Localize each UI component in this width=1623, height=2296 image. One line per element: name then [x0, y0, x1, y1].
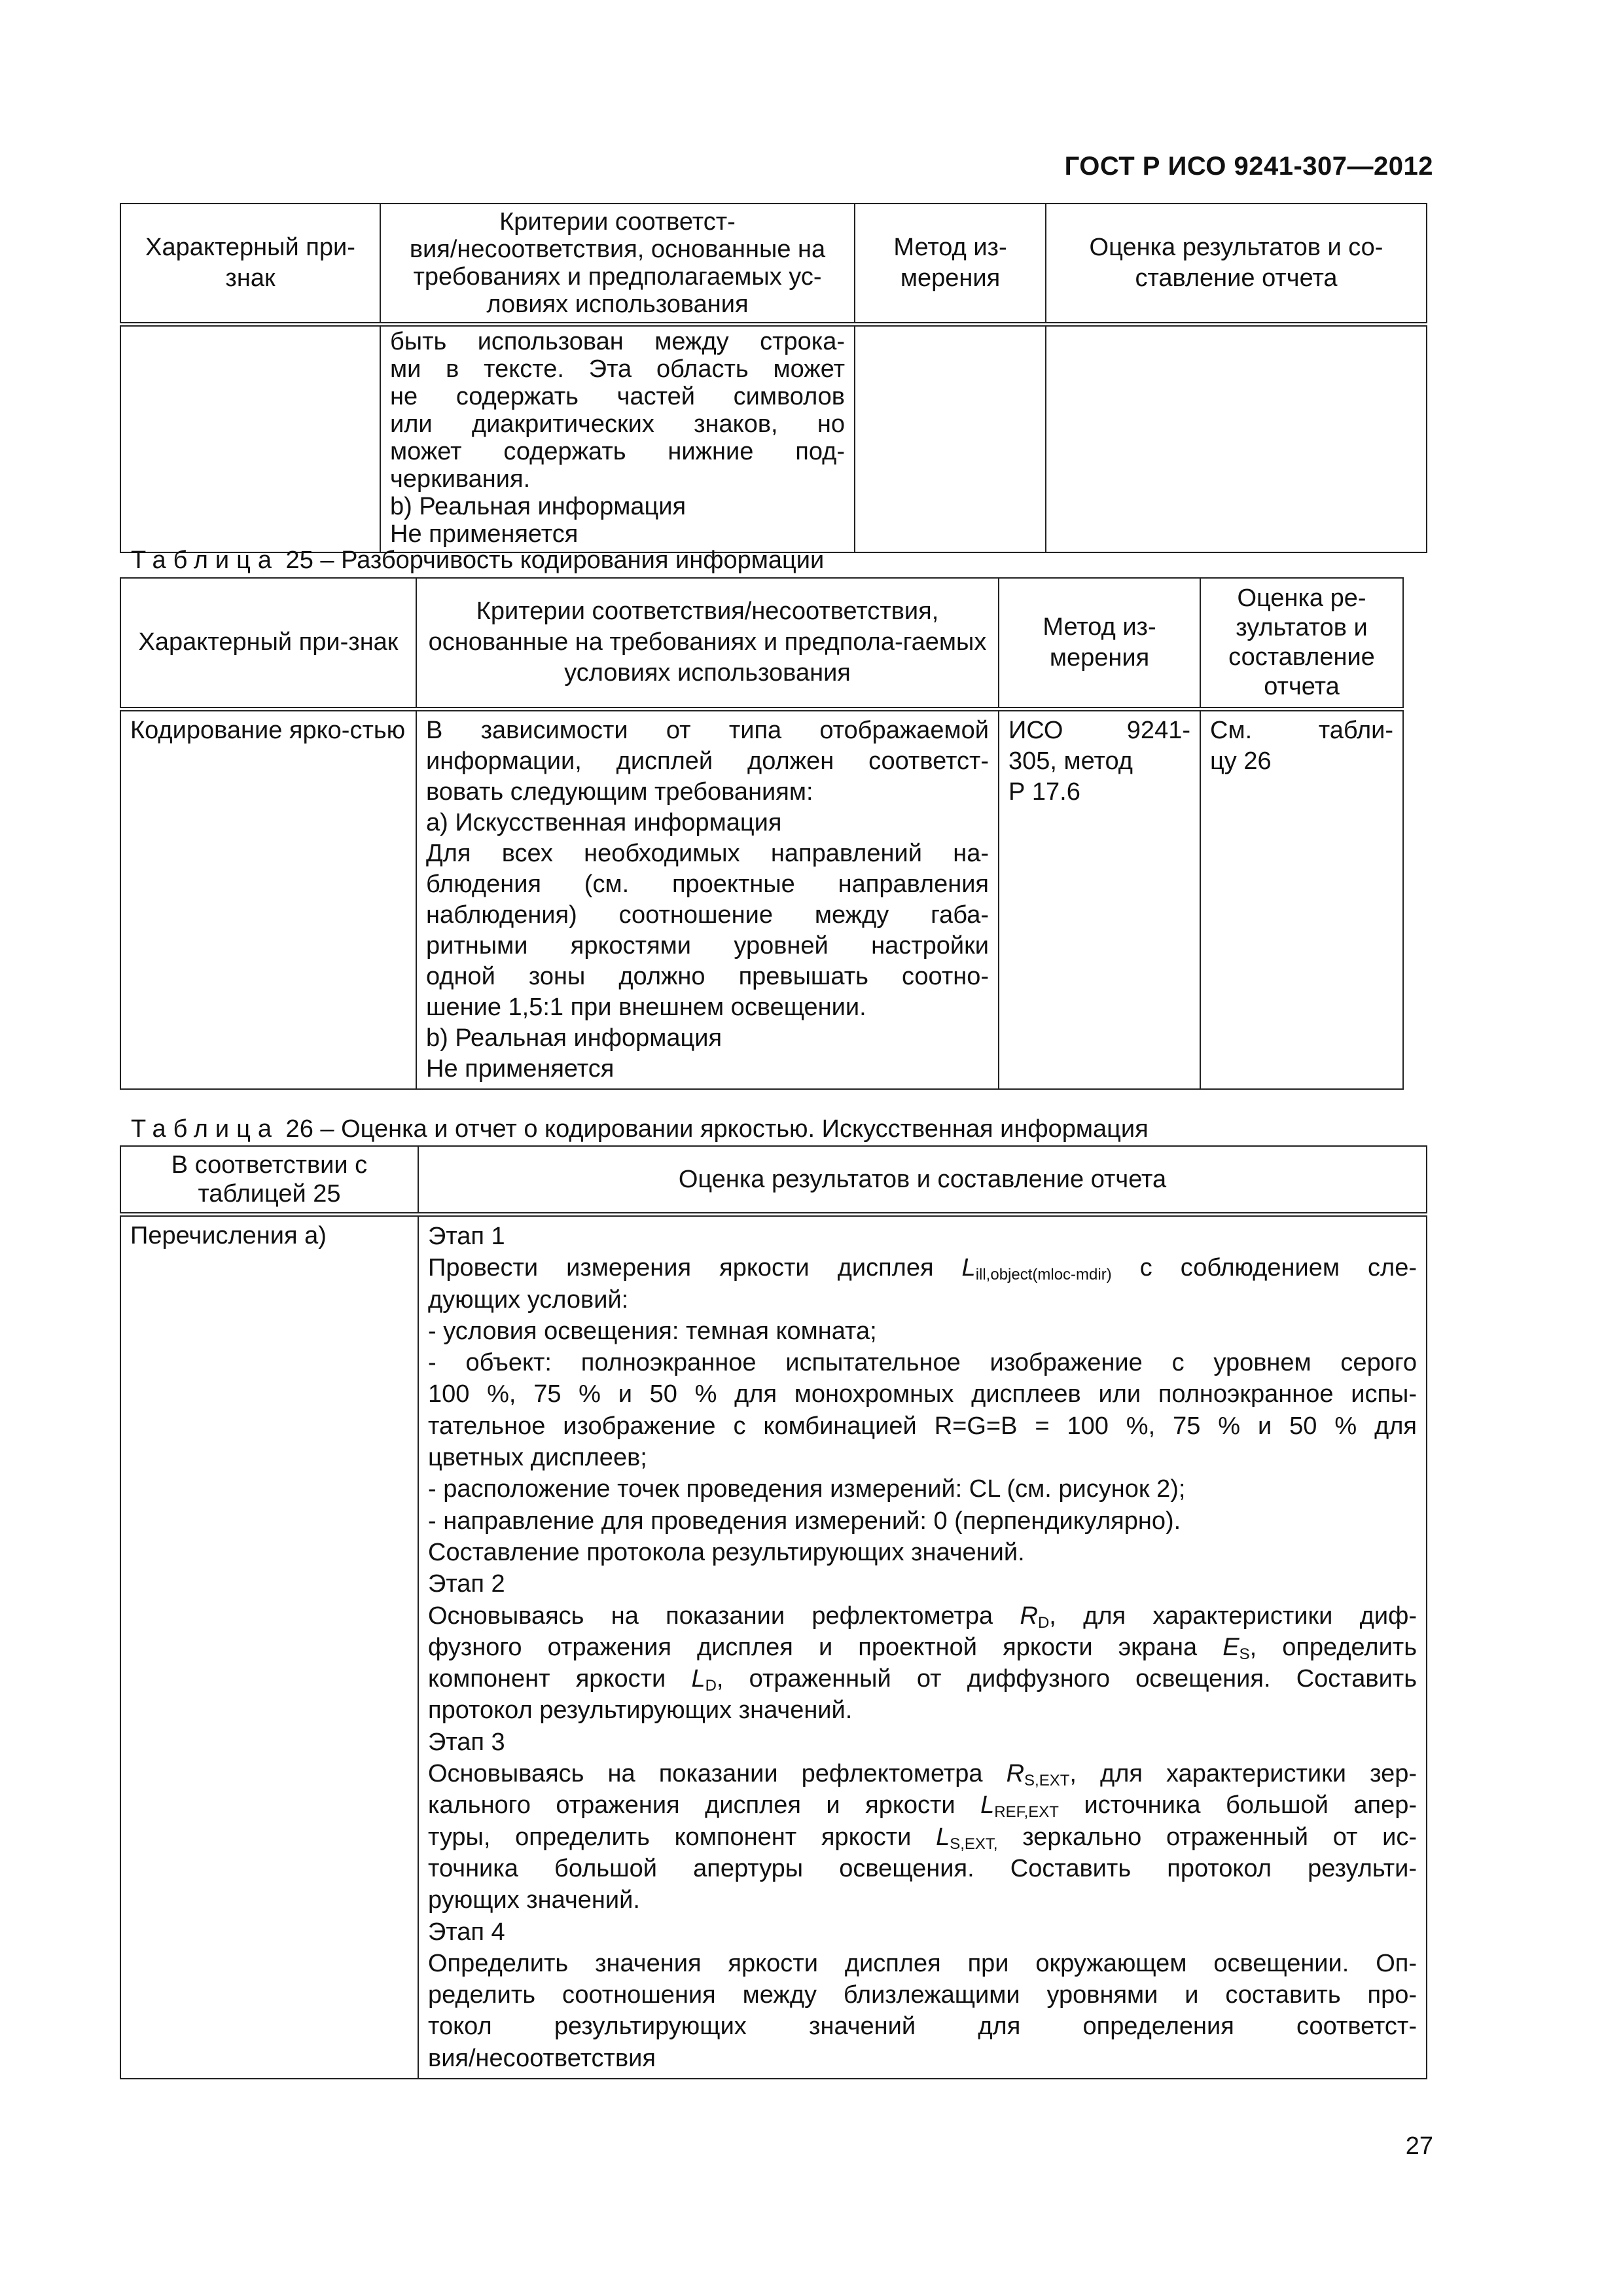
t25-header-criteria: Критерии соответствия/несоответствия, основанные на требованиях и предпола-гаемых условиях использования	[416, 578, 999, 709]
table-26	[120, 1145, 1427, 2079]
stage-2-title: Этап 2	[428, 1570, 505, 1598]
t26-row-label: Перечисления а)	[120, 1215, 418, 2079]
cell-feature	[120, 325, 380, 553]
t26-header-reference: В соответствии с таблицей 25	[120, 1146, 418, 1215]
t25-header-feature: Характерный при-знак	[120, 578, 416, 709]
stage-1-title: Этап 1	[428, 1223, 505, 1250]
t25-evaluation: См. табли- цу 26	[1200, 709, 1403, 1089]
header-evaluation: Оценка результатов и со-ставление отчета	[1046, 204, 1427, 325]
t25-header-method: Метод из-мерения	[999, 578, 1200, 709]
header-feature: Характерный при-знак	[120, 204, 380, 325]
t25-feature: Кодирование ярко-стью	[120, 709, 416, 1089]
table-25	[120, 577, 1404, 1090]
stage-4-title: Этап 4	[428, 1918, 505, 1946]
header-method: Метод из-мерения	[855, 204, 1046, 325]
t25-header-evaluation: Оценка ре-зультатов и составление отчета	[1200, 578, 1403, 709]
t25-method: ИСО 9241- 305, метод Р 17.6	[999, 709, 1200, 1089]
document-header: ГОСТ Р ИСО 9241-307—2012	[1064, 152, 1433, 181]
table26-caption: Таблица 26 – Оценка и отчет о кодировании яркостью. Искусственная информация	[131, 1115, 1149, 1143]
header-criteria: Критерии соответст- вия/несоответствия, основанные на требованиях и предполагаемых ус- ловиях использования	[380, 204, 855, 325]
t26-header-evaluation: Оценка результатов и составление отчета	[418, 1146, 1427, 1215]
cell-evaluation	[1046, 325, 1427, 553]
t25-criteria: В зависимости от типа отображаемой информации, дисплей должен соответст- вовать следующим требованиям: а) Искусственная информация Для всех необходимых направлений на- блюдения (см. проектные направления наблюдения) соотношение между габа- ритными яркостями уровней настройки одной зоны должно превышать соотно- шение 1,5:1 при внешнем освещении. b) Реальная информация Не применяется	[416, 709, 999, 1089]
page-number: 27	[1405, 2132, 1433, 2160]
table25-caption: Таблица 25 – Разборчивость кодирования информации	[131, 547, 825, 574]
continued-table	[120, 203, 1427, 553]
t26-procedure: Этап 1 Провести измерения яркости дисплея $L_{ill,object(mloc-mdir)}$ с соблюдением сле- дующих условий: - условия освещения: темная комната; - объект: полноэкранное испытательное изображение с уровнем серого 100 %, 75 % и 50 % для монохромных дисплеев или полноэкранное испы- тательное изображение с комбинацией R=G=B = 100 %, 75 % и 50 % для цветных дисплеев; - расположение точек проведения измерений: CL (см. рисунок 2); - направление для проведения измерений: 0 (перпендикулярно). Составление протокола результирующих значений. Этап 2 Основываясь на показании рефлектометра $R_D$, для характеристики диф- фузного отражения дисплея и проектной яркости экрана $E_S$, определить компонент яркости $L_D$, отраженный от диффузного освещения. Составить протокол результирующих значений. Этап 3 Основываясь на показании рефлектометра $R_{S,EXT}$, для характеристики зер- кального отражения дисплея и яркости $L_{REF,EXT}$ источника большой апер- туры, определить компонент яркости $L_{S,EXT,}$ зеркально отраженный от ис- точника большой апертуры освещения. Составить протокол результи- рующих значений. Этап 4 Определить значения яркости дисплея при окружающем освещении. Оп- ределить соотношения между близлежащими уровнями и составить про- токол результирующих значений для определения соответст- вия/несоответствия	[418, 1215, 1427, 2079]
cell-criteria: быть использован между строка- ми в тексте. Эта область может не содержать частей символов или диакритических знаков, но может содержать нижние под- черкивания. b) Реальная информация Не применяется	[380, 325, 855, 553]
cell-method	[855, 325, 1046, 553]
stage-3-title: Этап 3	[428, 1728, 505, 1756]
